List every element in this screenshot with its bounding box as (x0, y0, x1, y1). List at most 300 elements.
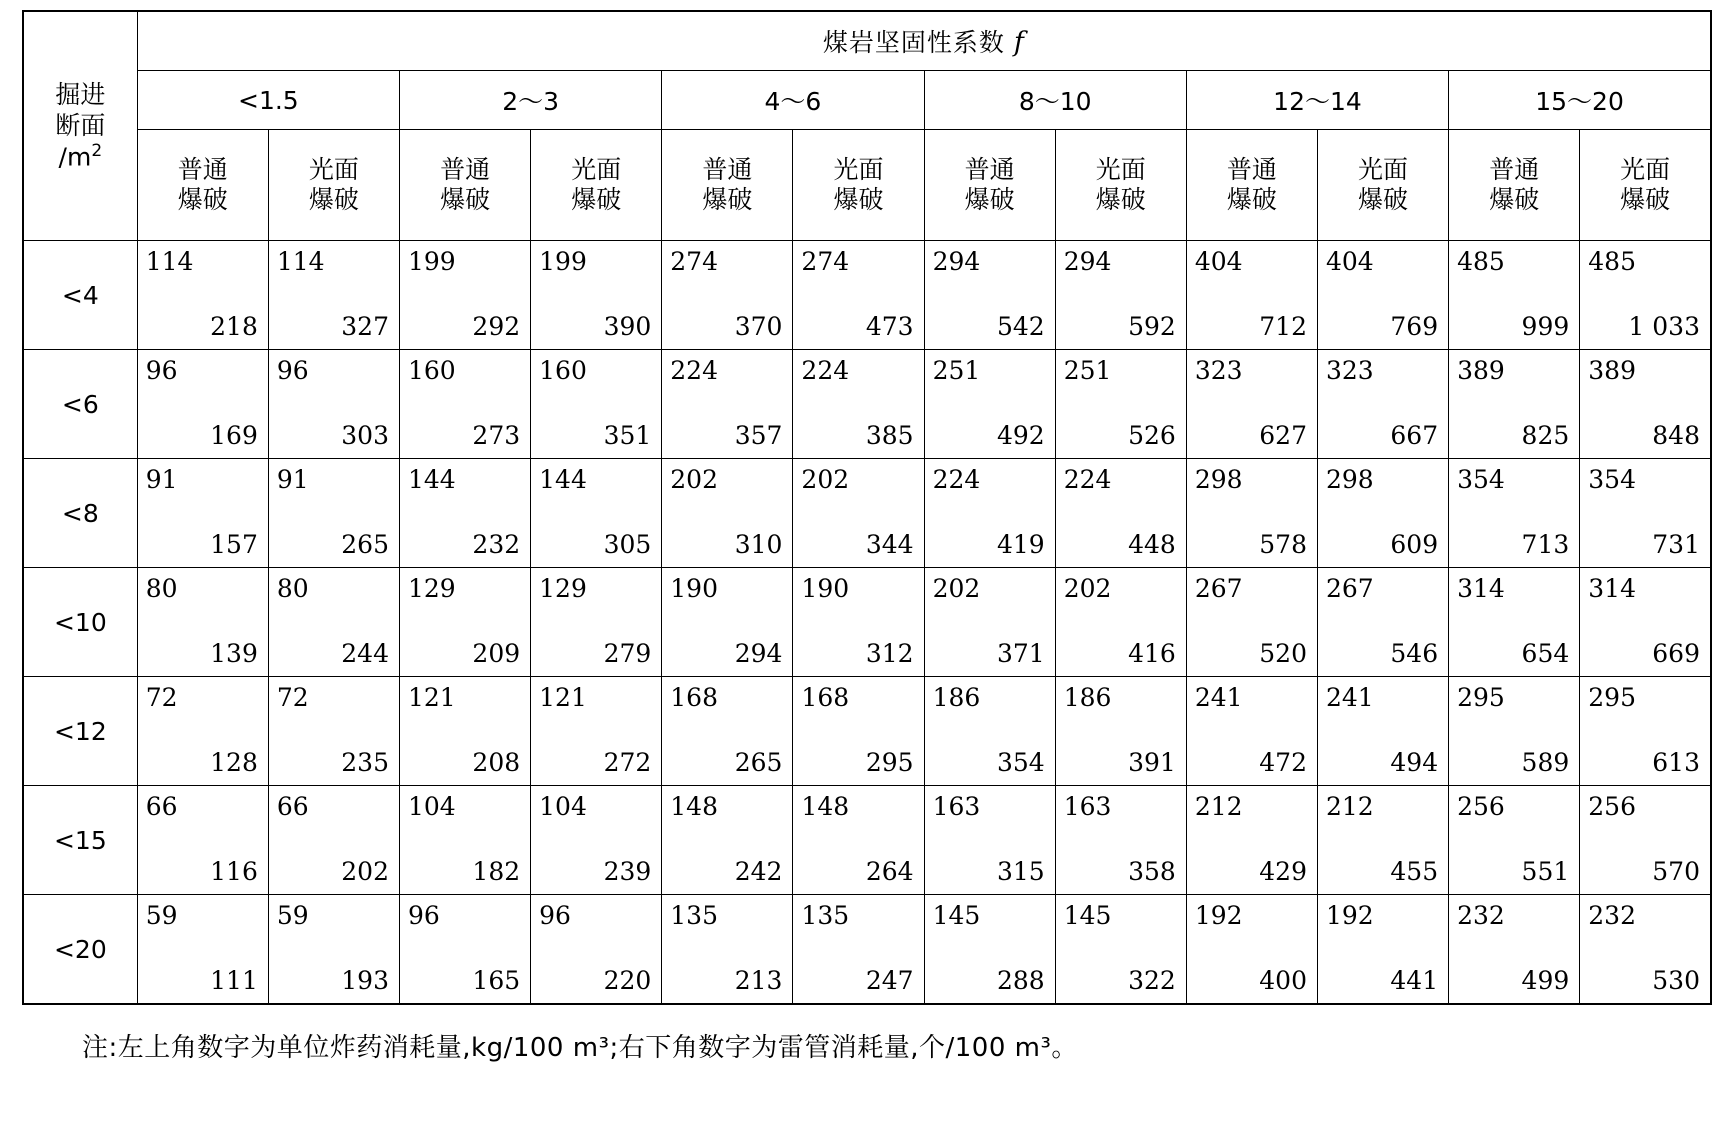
cell-value-bottom: 213 (734, 966, 783, 995)
cell-value-bottom: 769 (1390, 312, 1439, 341)
cell-value-bottom: 999 (1521, 312, 1570, 341)
cell-value-top: 145 (932, 901, 981, 930)
cell-value-bottom: 272 (603, 748, 652, 777)
cell-value-bottom: 669 (1652, 639, 1700, 668)
cell-value-top: 202 (1063, 574, 1112, 603)
f-range-header: 12～14 (1186, 71, 1448, 130)
cell-value-top: 267 (1194, 574, 1243, 603)
sub-header-line-2: 爆破 (571, 185, 622, 214)
cell-value-bottom: 303 (341, 421, 389, 450)
cell-value-top: 232 (1588, 901, 1636, 930)
cell-value-bottom: 273 (472, 421, 521, 450)
cell-value-top: 241 (1194, 683, 1243, 712)
corner-header (23, 11, 137, 241)
data-cell (268, 241, 399, 350)
cell-value-bottom: 322 (1128, 966, 1176, 995)
cell-value-top: 298 (1194, 465, 1243, 494)
sub-header-smooth (1317, 130, 1448, 241)
cell-value-top: 354 (1457, 465, 1505, 494)
data-cell (1580, 241, 1711, 350)
data-cell (268, 677, 399, 786)
sub-header-line-1: 普通 (964, 154, 1015, 184)
data-cell (793, 677, 924, 786)
data-cell (400, 241, 531, 350)
cell-value-top: 66 (145, 792, 178, 821)
cell-value-top: 274 (801, 247, 850, 276)
cell-value-top: 121 (539, 683, 587, 712)
data-cell (1580, 568, 1711, 677)
cell-value-top: 104 (539, 792, 587, 821)
cell-value-bottom: 292 (472, 312, 521, 341)
cell-value-top: 202 (801, 465, 850, 494)
sub-header-smooth (531, 130, 662, 241)
cell-value-top: 148 (670, 792, 718, 821)
sub-header-line-2: 爆破 (702, 185, 753, 214)
data-cell (1055, 895, 1186, 1005)
data-cell (531, 350, 662, 459)
group-header-text: 煤岩坚固性系数 (822, 28, 1005, 57)
data-cell (1449, 350, 1580, 459)
cell-value-top: 168 (670, 683, 718, 712)
cell-value-bottom: 391 (1128, 748, 1176, 777)
cell-value-top: 232 (1457, 901, 1505, 930)
cell-value-bottom: 731 (1652, 530, 1700, 559)
cell-value-top: 202 (670, 465, 718, 494)
cell-value-top: 224 (801, 356, 850, 385)
cell-value-top: 190 (801, 574, 850, 603)
data-cell (662, 459, 793, 568)
cell-value-top: 168 (801, 683, 850, 712)
cell-value-bottom: 578 (1259, 530, 1307, 559)
cell-value-bottom: 209 (472, 639, 521, 668)
cell-value-bottom: 416 (1128, 639, 1176, 668)
data-cell (1317, 895, 1448, 1005)
cell-value-top: 96 (539, 901, 571, 930)
row-label: <6 (23, 350, 137, 459)
sub-header-line-1: 光面 (1620, 154, 1671, 184)
data-cell (137, 350, 268, 459)
data-cell (1580, 459, 1711, 568)
data-cell (268, 459, 399, 568)
f-range-header: 15～20 (1449, 71, 1711, 130)
table-header (23, 11, 1711, 241)
cell-value-top: 96 (408, 901, 440, 930)
data-cell (1186, 895, 1317, 1005)
cell-value-bottom: 288 (996, 966, 1045, 995)
data-cell (1449, 459, 1580, 568)
cell-value-bottom: 492 (996, 421, 1045, 450)
cell-value-top: 80 (276, 574, 309, 603)
data-cell (924, 350, 1055, 459)
data-cell (1580, 350, 1711, 459)
data-cell (400, 895, 531, 1005)
sub-header-line-2: 爆破 (1620, 185, 1671, 214)
data-cell (531, 459, 662, 568)
data-cell (400, 350, 531, 459)
cell-value-bottom: 244 (341, 639, 389, 668)
table-row (23, 895, 1711, 1005)
cell-value-bottom: 609 (1390, 530, 1439, 559)
corner-line-2: 断面 (55, 111, 106, 141)
cell-value-top: 485 (1588, 247, 1636, 276)
data-cell (662, 350, 793, 459)
cell-value-top: 404 (1325, 247, 1374, 276)
cell-value-top: 114 (145, 247, 194, 276)
cell-value-bottom: 494 (1390, 748, 1439, 777)
sub-header-ordinary (662, 130, 793, 241)
cell-value-top: 274 (670, 247, 718, 276)
data-cell (1186, 241, 1317, 350)
cell-value-bottom: 265 (341, 530, 389, 559)
data-cell (793, 895, 924, 1005)
cell-value-bottom: 218 (210, 312, 258, 341)
data-cell (924, 895, 1055, 1005)
cell-value-top: 323 (1325, 356, 1374, 385)
cell-value-bottom: 589 (1521, 748, 1570, 777)
cell-value-bottom: 546 (1390, 639, 1439, 668)
data-cell (1186, 459, 1317, 568)
cell-value-top: 121 (408, 683, 456, 712)
cell-value-top: 212 (1194, 792, 1243, 821)
cell-value-top: 135 (801, 901, 850, 930)
cell-value-bottom: 551 (1521, 857, 1570, 886)
cell-value-bottom: 448 (1128, 530, 1176, 559)
cell-value-bottom: 370 (734, 312, 783, 341)
cell-value-top: 295 (1457, 683, 1505, 712)
cell-value-top: 199 (408, 247, 456, 276)
cell-value-bottom: 429 (1259, 857, 1307, 886)
data-cell (662, 241, 793, 350)
sub-header-line-2: 爆破 (1226, 185, 1277, 214)
cell-value-bottom: 400 (1259, 966, 1307, 995)
f-range-header: 2～3 (400, 71, 662, 130)
cell-value-top: 323 (1194, 356, 1243, 385)
cell-value-bottom: 825 (1521, 421, 1570, 450)
cell-value-bottom: 128 (210, 748, 258, 777)
data-cell (1317, 568, 1448, 677)
data-cell (662, 895, 793, 1005)
sub-header-ordinary (1186, 130, 1317, 241)
cell-value-top: 160 (408, 356, 456, 385)
cell-value-bottom: 441 (1390, 966, 1439, 995)
cell-value-top: 190 (670, 574, 718, 603)
cell-value-bottom: 526 (1128, 421, 1176, 450)
sub-header-line-2: 爆破 (833, 185, 884, 214)
cell-value-top: 224 (1063, 465, 1112, 494)
cell-value-bottom: 111 (210, 966, 258, 995)
cell-value-bottom: 165 (472, 966, 521, 995)
data-cell (1317, 786, 1448, 895)
table-note: 注:左上角数字为单位炸药消耗量,kg/100 m³;右下角数字为雷管消耗量,个/100 m³。 (82, 1033, 1078, 1063)
data-cell (1055, 459, 1186, 568)
cell-value-top: 224 (670, 356, 718, 385)
cell-value-bottom: 530 (1652, 966, 1700, 995)
data-cell (1186, 350, 1317, 459)
sub-header-line-2: 爆破 (308, 185, 359, 214)
sub-header-line-2: 爆破 (440, 185, 491, 214)
cell-value-top: 298 (1325, 465, 1374, 494)
sub-header-smooth (268, 130, 399, 241)
sub-header-line-1: 光面 (1095, 154, 1146, 184)
sub-header-line-2: 爆破 (1489, 185, 1540, 214)
cell-value-top: 212 (1325, 792, 1374, 821)
table-row (23, 350, 1711, 459)
cell-value-bottom: 390 (603, 312, 652, 341)
data-cell (531, 786, 662, 895)
data-cell (531, 895, 662, 1005)
data-cell (137, 568, 268, 677)
cell-value-top: 145 (1063, 901, 1112, 930)
row-label: <20 (23, 895, 137, 1005)
cell-value-bottom: 157 (210, 530, 258, 559)
cell-value-bottom: 294 (734, 639, 783, 668)
cell-value-bottom: 357 (734, 421, 783, 450)
cell-value-top: 192 (1194, 901, 1243, 930)
cell-value-bottom: 1 033 (1628, 312, 1700, 341)
sub-header-line-2: 爆破 (1358, 185, 1409, 214)
cell-value-bottom: 305 (603, 530, 652, 559)
data-cell (137, 786, 268, 895)
cell-value-top: 314 (1588, 574, 1636, 603)
data-cell (1449, 786, 1580, 895)
cell-value-bottom: 182 (472, 857, 521, 886)
sub-header-line-1: 光面 (571, 154, 622, 184)
cell-value-bottom: 542 (996, 312, 1045, 341)
cell-value-bottom: 239 (603, 857, 652, 886)
cell-value-bottom: 371 (996, 639, 1045, 668)
table-row (23, 459, 1711, 568)
cell-value-bottom: 385 (865, 421, 914, 450)
cell-value-bottom: 667 (1390, 421, 1439, 450)
data-cell (1186, 568, 1317, 677)
data-cell (268, 895, 399, 1005)
cell-value-bottom: 315 (996, 857, 1045, 886)
row-label: <8 (23, 459, 137, 568)
table-row (23, 241, 1711, 350)
cell-value-top: 186 (1063, 683, 1112, 712)
cell-value-top: 251 (1063, 356, 1112, 385)
cell-value-top: 294 (1063, 247, 1112, 276)
data-cell (924, 568, 1055, 677)
cell-value-top: 294 (932, 247, 981, 276)
sub-header-line-2: 爆破 (177, 185, 228, 214)
cell-value-bottom: 312 (865, 639, 914, 668)
cell-value-top: 144 (408, 465, 456, 494)
cell-value-bottom: 202 (341, 857, 389, 886)
row-label: <12 (23, 677, 137, 786)
cell-value-top: 96 (145, 356, 178, 385)
cell-value-bottom: 351 (603, 421, 652, 450)
cell-value-top: 104 (408, 792, 456, 821)
data-cell (924, 677, 1055, 786)
data-cell (1580, 677, 1711, 786)
data-cell (268, 350, 399, 459)
cell-value-bottom: 220 (603, 966, 652, 995)
data-cell (400, 568, 531, 677)
cell-value-bottom: 116 (210, 857, 258, 886)
cell-value-top: 160 (539, 356, 587, 385)
cell-value-bottom: 279 (603, 639, 652, 668)
cell-value-bottom: 713 (1521, 530, 1570, 559)
data-cell (400, 677, 531, 786)
sub-header-line-1: 光面 (1358, 154, 1409, 184)
data-cell (924, 459, 1055, 568)
sub-header-line-2: 爆破 (1095, 185, 1146, 214)
cell-value-bottom: 627 (1259, 421, 1307, 450)
cell-value-top: 192 (1325, 901, 1374, 930)
cell-value-bottom: 344 (865, 530, 914, 559)
sub-header-ordinary (1449, 130, 1580, 241)
data-cell (400, 459, 531, 568)
data-cell (1317, 677, 1448, 786)
data-cell (1449, 895, 1580, 1005)
table-body (23, 241, 1711, 1005)
data-cell (531, 241, 662, 350)
cell-value-bottom: 712 (1259, 312, 1307, 341)
cell-value-bottom: 169 (210, 421, 258, 450)
sub-header-line-1: 普通 (177, 154, 228, 184)
cell-value-bottom: 592 (1128, 312, 1176, 341)
cell-value-top: 389 (1588, 356, 1636, 385)
data-cell (1055, 568, 1186, 677)
cell-value-bottom: 613 (1652, 748, 1700, 777)
cell-value-top: 91 (145, 465, 178, 494)
data-cell (924, 241, 1055, 350)
cell-value-top: 202 (932, 574, 981, 603)
corner-line-3: $/m^2$ (58, 141, 103, 172)
cell-value-bottom: 455 (1390, 857, 1439, 886)
sub-header-line-1: 普通 (440, 154, 491, 184)
cell-value-top: 114 (276, 247, 325, 276)
cell-value-bottom: 520 (1259, 639, 1307, 668)
cell-value-top: 163 (932, 792, 981, 821)
cell-value-top: 80 (145, 574, 178, 603)
sub-header-line-1: 光面 (833, 154, 884, 184)
cell-value-bottom: 295 (865, 748, 914, 777)
f-range-header: 4～6 (662, 71, 924, 130)
cell-value-top: 295 (1588, 683, 1636, 712)
cell-value-bottom: 570 (1652, 857, 1700, 886)
sub-header-line-2: 爆破 (964, 185, 1015, 214)
cell-value-bottom: 242 (734, 857, 783, 886)
cell-value-bottom: 208 (472, 748, 521, 777)
cell-value-top: 256 (1457, 792, 1505, 821)
cell-value-top: 485 (1457, 247, 1505, 276)
data-cell (662, 786, 793, 895)
corner-line-1: 掘进 (55, 79, 106, 109)
sub-header-line-1: 普通 (1489, 154, 1540, 184)
group-header (137, 11, 1711, 71)
cell-value-bottom: 264 (865, 857, 914, 886)
data-cell (137, 459, 268, 568)
cell-value-top: 66 (276, 792, 309, 821)
blasting-consumption-table (22, 10, 1712, 1005)
cell-value-bottom: 848 (1652, 421, 1700, 450)
cell-value-top: 144 (539, 465, 587, 494)
data-cell (924, 786, 1055, 895)
data-cell (793, 459, 924, 568)
data-cell (1186, 677, 1317, 786)
data-cell (1449, 241, 1580, 350)
data-cell (1317, 350, 1448, 459)
data-cell (1317, 459, 1448, 568)
data-cell (531, 568, 662, 677)
table-row (23, 677, 1711, 786)
cell-value-top: 72 (145, 683, 178, 712)
cell-value-top: 354 (1588, 465, 1636, 494)
data-cell (793, 568, 924, 677)
cell-value-bottom: 193 (341, 966, 389, 995)
f-range-header: 8～10 (924, 71, 1186, 130)
data-cell (1055, 350, 1186, 459)
data-cell (1055, 786, 1186, 895)
cell-value-bottom: 310 (734, 530, 783, 559)
cell-value-top: 129 (539, 574, 587, 603)
cell-value-top: 267 (1325, 574, 1374, 603)
cell-value-bottom: 358 (1128, 857, 1176, 886)
sub-header-smooth (1580, 130, 1711, 241)
cell-value-top: 129 (408, 574, 456, 603)
cell-value-bottom: 232 (472, 530, 521, 559)
cell-value-top: 59 (276, 901, 309, 930)
f-range-header: <1.5 (137, 71, 399, 130)
data-cell (1186, 786, 1317, 895)
cell-value-top: 256 (1588, 792, 1636, 821)
cell-value-top: 186 (932, 683, 981, 712)
data-cell (1580, 786, 1711, 895)
data-cell (137, 677, 268, 786)
sub-header-smooth (1055, 130, 1186, 241)
cell-value-bottom: 247 (865, 966, 914, 995)
cell-value-top: 251 (932, 356, 981, 385)
cell-value-top: 314 (1457, 574, 1505, 603)
row-label: <4 (23, 241, 137, 350)
data-cell (531, 677, 662, 786)
cell-value-top: 59 (145, 901, 178, 930)
data-cell (137, 241, 268, 350)
row-label: <15 (23, 786, 137, 895)
sub-header-ordinary (924, 130, 1055, 241)
sub-header-smooth (793, 130, 924, 241)
cell-value-top: 91 (276, 465, 309, 494)
cell-value-top: 224 (932, 465, 981, 494)
sub-header-ordinary (400, 130, 531, 241)
cell-value-top: 389 (1457, 356, 1505, 385)
data-cell (793, 350, 924, 459)
data-cell (1055, 241, 1186, 350)
cell-value-top: 148 (801, 792, 850, 821)
cell-value-top: 163 (1063, 792, 1112, 821)
cell-value-bottom: 472 (1259, 748, 1307, 777)
data-cell (137, 895, 268, 1005)
cell-value-top: 241 (1325, 683, 1374, 712)
data-cell (793, 786, 924, 895)
sub-header-line-1: 普通 (1226, 154, 1277, 184)
row-label: <10 (23, 568, 137, 677)
cell-value-top: 404 (1194, 247, 1243, 276)
data-cell (1449, 677, 1580, 786)
cell-value-bottom: 327 (341, 312, 389, 341)
cell-value-top: 72 (276, 683, 309, 712)
table-row (23, 568, 1711, 677)
data-cell (1449, 568, 1580, 677)
data-cell (662, 677, 793, 786)
sub-header-line-1: 光面 (308, 154, 359, 184)
cell-value-top: 96 (276, 356, 309, 385)
table-row (23, 786, 1711, 895)
data-cell (662, 568, 793, 677)
data-cell (793, 241, 924, 350)
